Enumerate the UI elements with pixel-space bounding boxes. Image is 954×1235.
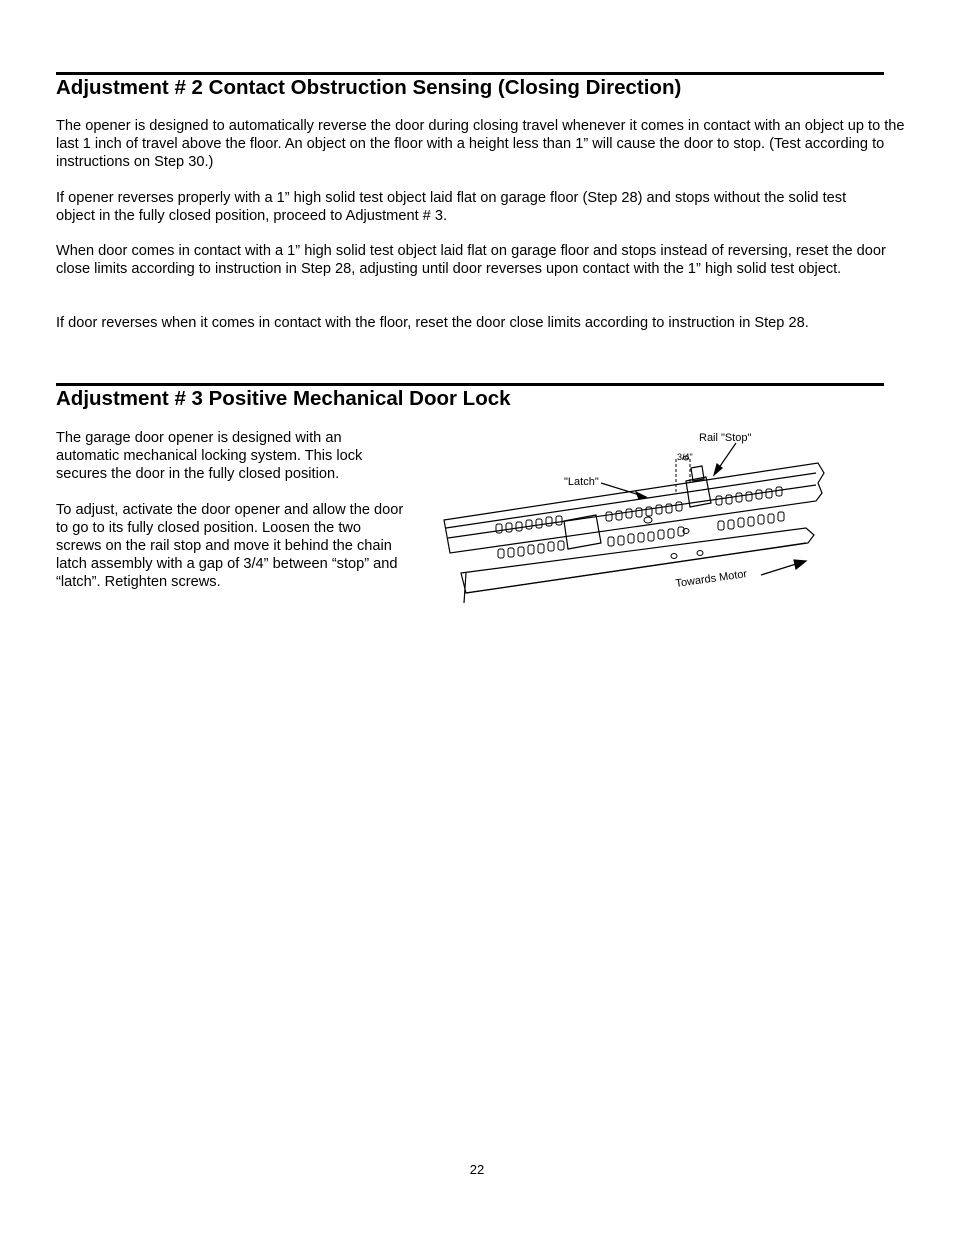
top-rule: [56, 72, 884, 75]
rail-stop-label: Rail "Stop": [699, 432, 752, 444]
section-2-paragraph-2: If opener reverses properly with a 1” high solid test object laid flat on garage floor (Step 28) and stops without the solid test object in the fully closed position, proceed to Adjustment # 3.: [56, 190, 847, 224]
gap-label: 3/4": [677, 452, 693, 462]
section-3-paragraph-2: To adjust, activate the door opener and allow the door to go to its fully closed position. Loosen the two screws on the rail stop and move it behind the chain latch assembly with a gap of 3/4” between “stop” and “latch”. Retighten screws.: [56, 502, 404, 590]
page-number: 22: [469, 1162, 485, 1177]
towards-motor-label: Towards Motor: [674, 568, 748, 590]
section-2-title: Adjustment # 2 Contact Obstruction Sensing (Closing Direction): [56, 76, 682, 99]
section-3-paragraph-1: The garage door opener is designed with an automatic mechanical locking system. This lock secures the door in the fully closed position.: [56, 430, 363, 482]
section-2-paragraph-4: If door reverses when it comes in contact with the floor, reset the door close limits according to instruction in Step 28.: [56, 315, 809, 331]
section-2-paragraph-1: The opener is designed to automatically reverse the door during closing travel whenever it comes in contact with an object up to the last 1 inch of travel above the floor. An object on the floor with a height less than 1” will cause the door to stop. (Test according to instructions on Step 30.): [56, 118, 905, 170]
section-2-paragraph-3: When door comes in contact with a 1” high solid test object laid flat on garage floor and stops instead of reversing, reset the door close limits according to instruction in Step 28, adjusting until door reverses upon contact with the 1” high solid test object.: [56, 243, 886, 277]
rail-lock-diagram: [436, 423, 836, 608]
section-3-title: Adjustment # 3 Positive Mechanical Door Lock: [56, 387, 511, 410]
middle-rule: [56, 383, 884, 386]
latch-label: "Latch": [564, 476, 599, 488]
